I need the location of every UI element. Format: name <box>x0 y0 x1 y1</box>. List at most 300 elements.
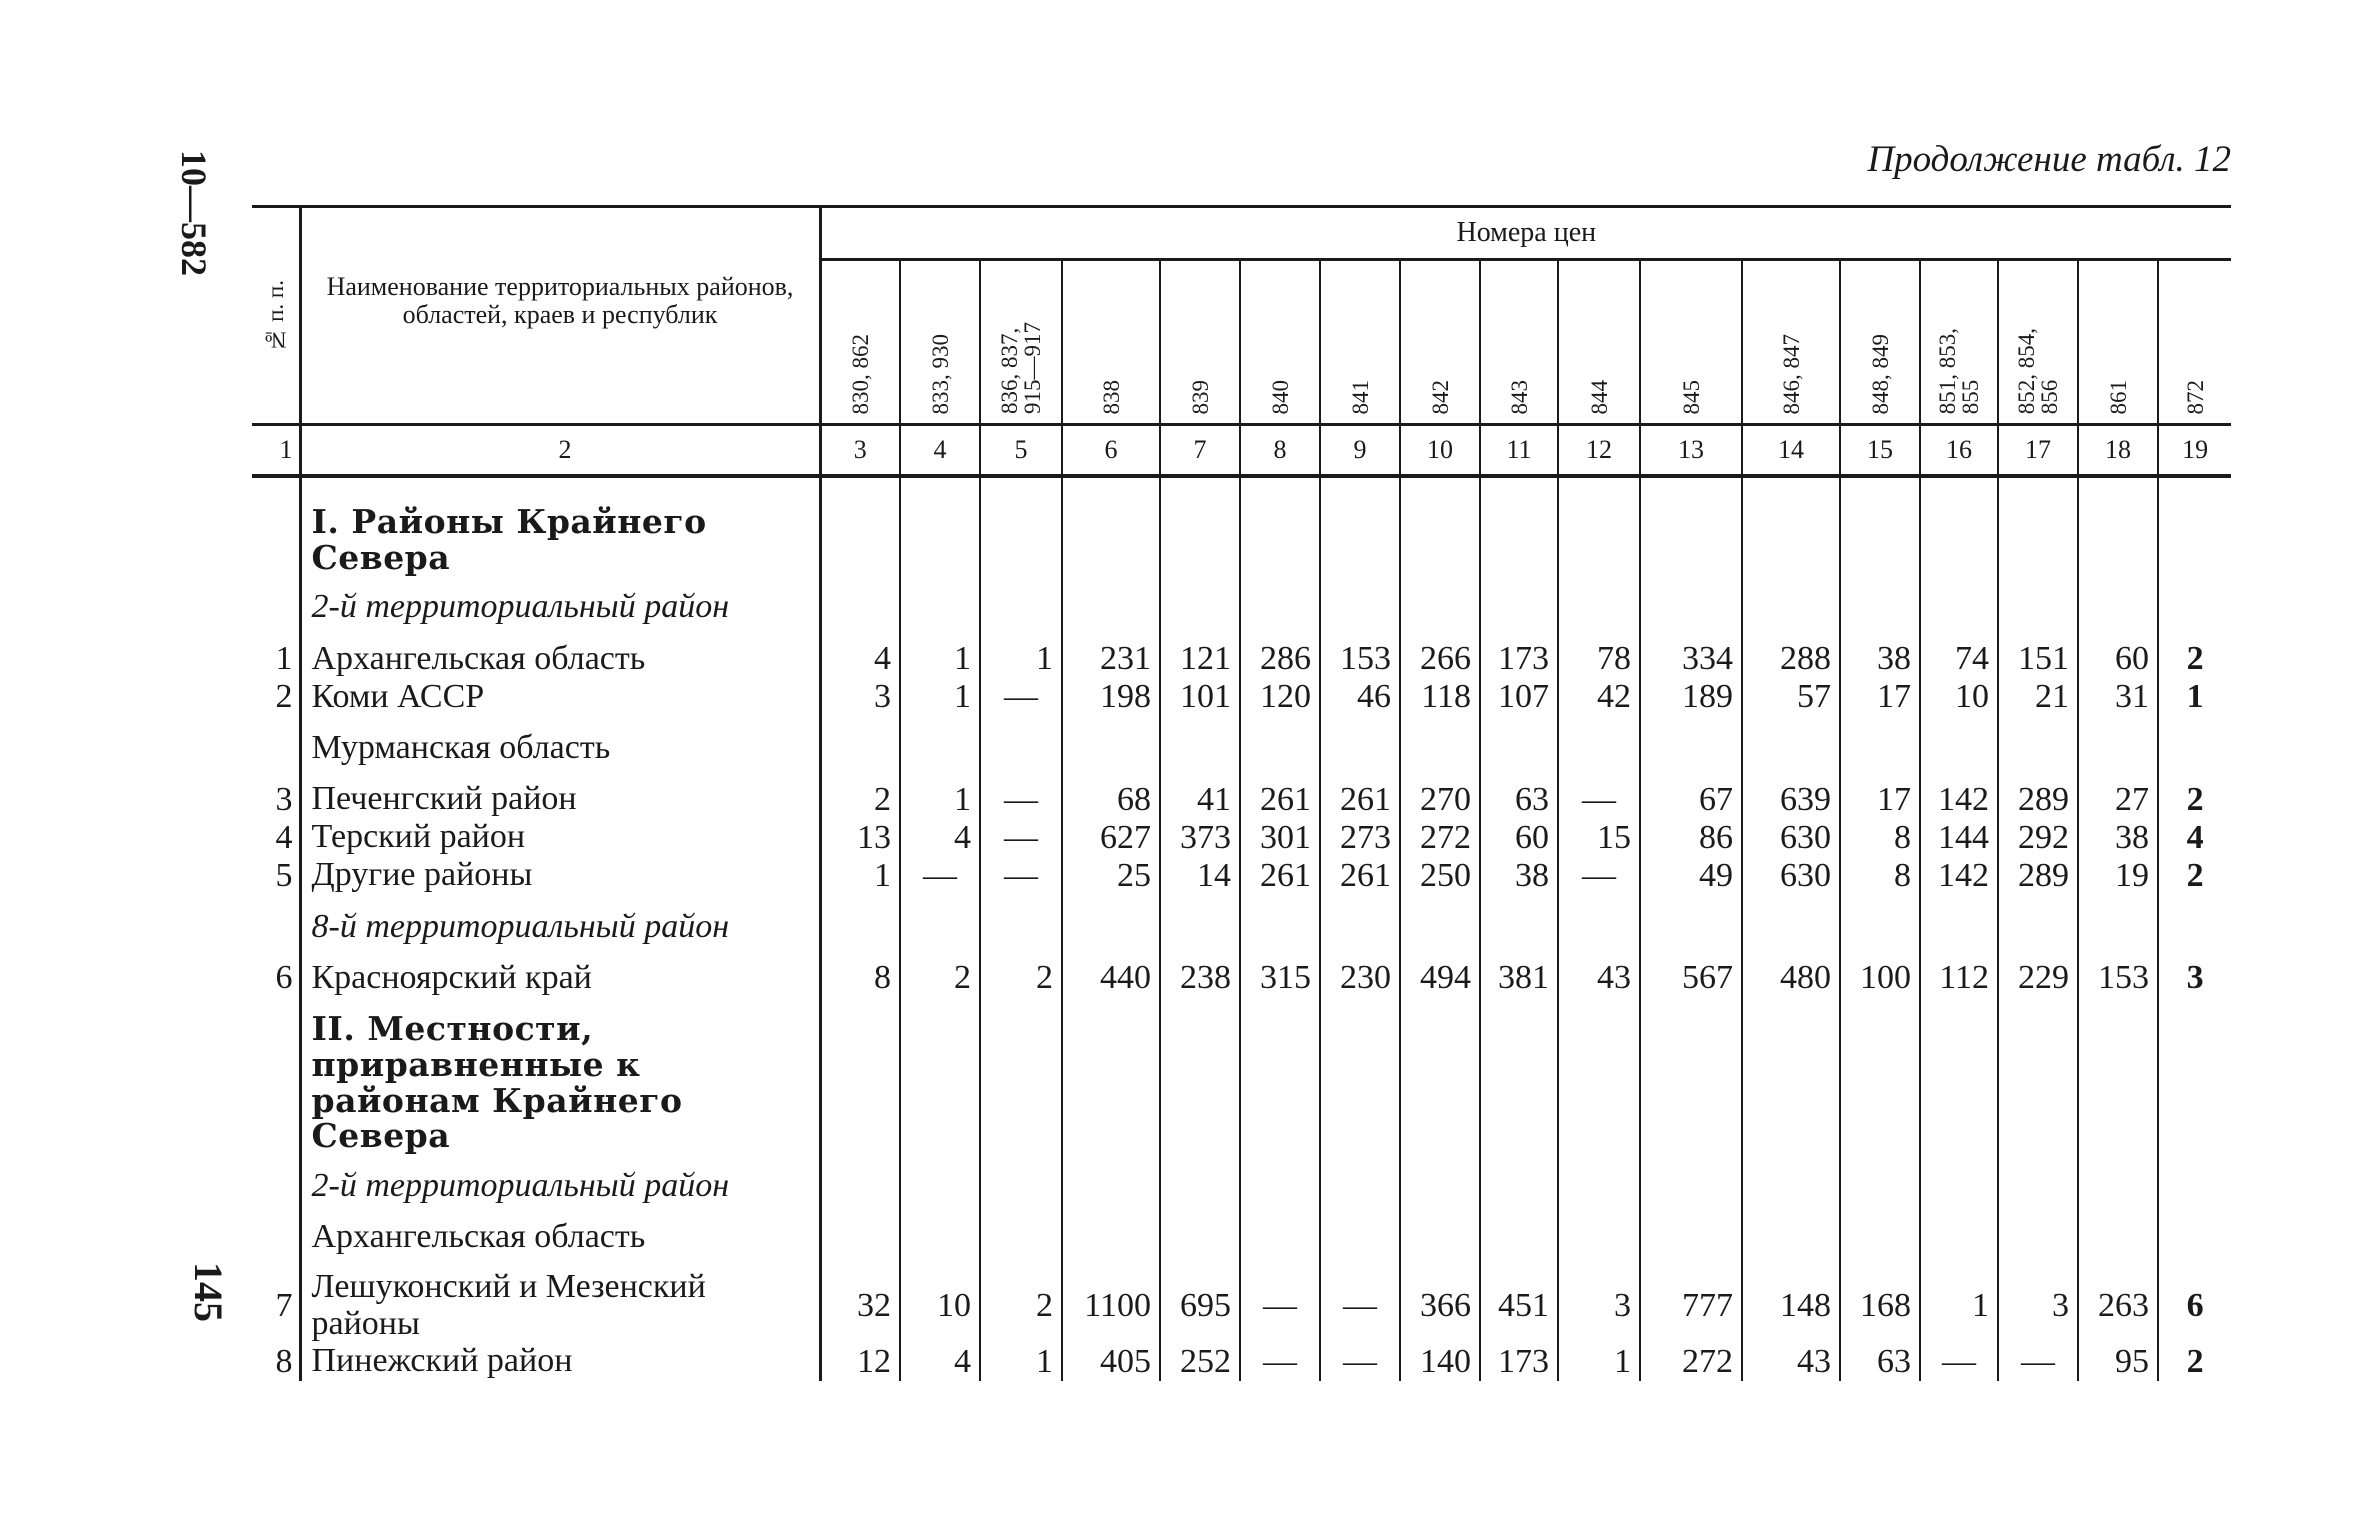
price-column-header-text: 861 <box>2105 379 2131 414</box>
district-name: Коми АССР <box>300 678 820 716</box>
territorial-district-heading: 8-й территориальный район <box>300 895 820 946</box>
price-value-cell: 289 <box>1998 767 2078 819</box>
price-value-cell: 32 <box>820 1255 900 1342</box>
price-column-header-text: 851, 853, 855 <box>1935 327 1983 414</box>
price-column-header-text: 846, 847 <box>1778 333 1804 414</box>
row-number: 8 <box>252 1343 300 1381</box>
price-column-header <box>1742 260 1840 425</box>
row-number: 4 <box>252 819 300 857</box>
price-value-cell: 17 <box>1840 678 1920 716</box>
price-value-cell <box>1742 716 1840 767</box>
price-value-cell: 1 <box>2186 677 2204 715</box>
price-value-cell <box>2078 716 2158 767</box>
price-value-cell: 1 <box>900 626 980 678</box>
price-value-cell: 3 <box>1558 1255 1640 1342</box>
price-value-cell <box>1998 575 2078 626</box>
price-value-cell: 1 <box>1558 1343 1640 1381</box>
price-value-cell: 19 <box>2078 857 2158 895</box>
price-value-cell <box>1558 1205 1640 1256</box>
row-number: 1 <box>252 626 300 678</box>
price-value-cell: 25 <box>1062 857 1160 895</box>
price-value-cell: 168 <box>1840 1255 1920 1342</box>
row-number <box>252 895 300 946</box>
price-value-cell: 263 <box>2078 1255 2158 1342</box>
price-value-cell: 8 <box>1840 819 1920 857</box>
price-value-cell: 270 <box>1400 767 1480 819</box>
price-value-cell: — <box>1558 767 1640 819</box>
price-value-cell <box>1160 575 1240 626</box>
table-heading-row <box>252 490 2231 575</box>
price-value-cell: 405 <box>1062 1343 1160 1381</box>
price-value-cell <box>1998 490 2078 575</box>
price-value-cell: 288 <box>1742 626 1840 678</box>
price-value-cell <box>1840 575 1920 626</box>
price-value-cell: 46 <box>1320 678 1400 716</box>
price-column-header <box>1840 260 1920 425</box>
price-value-cell: 373 <box>1160 819 1240 857</box>
price-value-cell <box>1240 716 1320 767</box>
price-value-cell: — <box>1240 1343 1320 1381</box>
row-number <box>252 575 300 626</box>
column-index-cell: 4 <box>900 425 980 477</box>
row-number <box>252 490 300 575</box>
price-value-cell <box>1742 490 1840 575</box>
price-value-cell <box>1558 997 1640 1154</box>
price-value-cell <box>1062 716 1160 767</box>
price-value-cell <box>2078 997 2158 1154</box>
price-value-cell <box>820 895 900 946</box>
price-value-cell <box>1160 895 1240 946</box>
district-name: Терский район <box>300 819 820 857</box>
price-value-cell: 4 <box>900 819 980 857</box>
price-value-cell <box>2158 1154 2231 1205</box>
price-value-cell: 1 <box>980 1343 1062 1381</box>
table-row <box>252 945 2231 997</box>
price-value-cell: 2 <box>980 945 1062 997</box>
price-column-header-text: 844 <box>1586 379 1612 414</box>
price-value-cell <box>1640 895 1742 946</box>
price-value-cell: 8 <box>1840 857 1920 895</box>
price-value-cell: 695 <box>1160 1255 1240 1342</box>
district-name: Архангельская область <box>300 626 820 678</box>
price-value-cell <box>820 997 900 1154</box>
price-value-cell <box>980 575 1062 626</box>
row-number <box>252 1205 300 1256</box>
price-value-cell <box>2078 1205 2158 1256</box>
column-index-cell: 1 <box>252 425 300 477</box>
row-number: 3 <box>252 767 300 819</box>
price-value-cell: 86 <box>1640 819 1742 857</box>
price-value-cell <box>1998 1154 2078 1205</box>
price-value-cell <box>1558 490 1640 575</box>
price-value-cell <box>1480 716 1558 767</box>
price-column-header <box>1160 260 1240 425</box>
price-value-cell <box>1480 895 1558 946</box>
price-value-cell <box>1062 1154 1160 1205</box>
price-value-cell: 38 <box>2078 819 2158 857</box>
price-value-cell <box>900 1205 980 1256</box>
price-column-header <box>2158 260 2231 425</box>
price-value-cell <box>1400 575 1480 626</box>
price-value-cell: 42 <box>1558 678 1640 716</box>
price-value-cell: — <box>980 767 1062 819</box>
price-column-header-text: 852, 854, 856 <box>2014 327 2062 414</box>
price-value-cell <box>1400 997 1480 1154</box>
price-value-cell: 189 <box>1640 678 1742 716</box>
row-number <box>252 997 300 1154</box>
price-value-cell: — <box>980 819 1062 857</box>
price-column-header-text: 843 <box>1506 379 1532 414</box>
price-value-cell: 12 <box>820 1343 900 1381</box>
table-heading-row <box>252 575 2231 626</box>
district-name: Другие районы <box>300 857 820 895</box>
column-index-cell: 13 <box>1640 425 1742 477</box>
price-value-cell: 63 <box>1840 1343 1920 1381</box>
price-value-cell: 2 <box>900 945 980 997</box>
price-column-header-text: 840 <box>1267 379 1293 414</box>
row-number <box>252 1154 300 1205</box>
price-value-cell <box>1558 1154 1640 1205</box>
territorial-district-heading: 2-й территориальный район <box>300 575 820 626</box>
price-value-cell <box>900 1154 980 1205</box>
table-heading-row <box>252 1154 2231 1205</box>
price-value-cell: 567 <box>1640 945 1742 997</box>
row-number: 2 <box>252 678 300 716</box>
column-index-cell: 17 <box>1998 425 2078 477</box>
table-continuation-caption: Продолжение табл. 12 <box>1867 139 2231 180</box>
price-value-cell: 2 <box>2186 780 2204 818</box>
row-number: 6 <box>252 945 300 997</box>
price-value-cell: — <box>900 857 980 895</box>
price-value-cell <box>1320 716 1400 767</box>
district-name: Пинежский район <box>300 1343 820 1381</box>
column-index-cell: 3 <box>820 425 900 477</box>
price-value-cell <box>2078 895 2158 946</box>
price-value-cell: 148 <box>1742 1255 1840 1342</box>
price-value-cell: — <box>1320 1343 1400 1381</box>
price-column-header <box>1480 260 1558 425</box>
price-value-cell <box>1160 1154 1240 1205</box>
price-value-cell: 67 <box>1640 767 1742 819</box>
price-value-cell <box>1400 716 1480 767</box>
price-value-cell <box>1640 716 1742 767</box>
price-value-cell <box>2158 490 2231 575</box>
row-number-header <box>252 207 300 425</box>
price-value-cell: 231 <box>1062 626 1160 678</box>
price-value-cell: 173 <box>1480 626 1558 678</box>
table-row <box>252 819 2231 857</box>
price-value-cell <box>1062 895 1160 946</box>
price-value-cell: — <box>1240 1255 1320 1342</box>
price-value-cell <box>1640 575 1742 626</box>
price-value-cell <box>1742 997 1840 1154</box>
price-value-cell <box>1400 1205 1480 1256</box>
price-column-header <box>900 260 980 425</box>
price-value-cell <box>980 895 1062 946</box>
price-column-header-text: 841 <box>1347 379 1373 414</box>
price-value-cell <box>980 716 1062 767</box>
price-value-cell: 289 <box>1998 857 2078 895</box>
margin-code: 10—582 <box>174 150 214 276</box>
price-value-cell: 238 <box>1160 945 1240 997</box>
price-value-cell <box>900 575 980 626</box>
price-value-cell <box>1640 490 1742 575</box>
price-value-cell <box>2158 716 2231 767</box>
price-value-cell: 1 <box>1920 1255 1998 1342</box>
region-group-heading: Архангельская область <box>300 1205 820 1256</box>
district-name: Печенгский район <box>300 767 820 819</box>
price-value-cell: 2 <box>980 1255 1062 1342</box>
price-value-cell: 2 <box>2186 1342 2204 1380</box>
price-value-cell <box>1240 997 1320 1154</box>
price-value-cell: 2 <box>820 767 900 819</box>
price-value-cell <box>1480 1154 1558 1205</box>
price-value-cell <box>1240 1205 1320 1256</box>
price-value-cell: — <box>1998 1343 2078 1381</box>
price-value-cell: 10 <box>900 1255 980 1342</box>
price-value-cell: 153 <box>2078 945 2158 997</box>
price-value-cell: 10 <box>1920 678 1998 716</box>
price-value-cell <box>900 895 980 946</box>
price-value-cell: 95 <box>2078 1343 2158 1381</box>
price-value-cell <box>2078 1154 2158 1205</box>
district-name-header-text: Наименование территориальных районов, областей, краев и республик <box>326 272 794 329</box>
price-value-cell: 286 <box>1240 626 1320 678</box>
price-value-cell: 43 <box>1742 1343 1840 1381</box>
region-group-heading: Мурманская область <box>300 716 820 767</box>
row-number <box>252 716 300 767</box>
price-value-cell: — <box>980 857 1062 895</box>
price-value-cell <box>1998 716 2078 767</box>
price-value-cell: 43 <box>1558 945 1640 997</box>
price-value-cell <box>1320 575 1400 626</box>
price-value-cell: — <box>980 678 1062 716</box>
price-value-cell <box>1062 575 1160 626</box>
price-value-cell <box>1240 895 1320 946</box>
column-index-cell: 9 <box>1320 425 1400 477</box>
price-value-cell <box>900 716 980 767</box>
price-value-cell <box>820 1205 900 1256</box>
district-name-header <box>300 207 820 425</box>
price-value-cell <box>1998 997 2078 1154</box>
price-value-cell: 2 <box>2186 856 2204 894</box>
price-value-cell <box>980 490 1062 575</box>
price-value-cell <box>1840 1154 1920 1205</box>
price-value-cell: 118 <box>1400 678 1480 716</box>
price-value-cell <box>1480 997 1558 1154</box>
price-value-cell: — <box>1920 1343 1998 1381</box>
price-value-cell: 266 <box>1400 626 1480 678</box>
table-heading-row <box>252 716 2231 767</box>
price-value-cell: 230 <box>1320 945 1400 997</box>
price-value-cell: 451 <box>1480 1255 1558 1342</box>
price-value-cell: 261 <box>1320 857 1400 895</box>
price-value-cell <box>1640 997 1742 1154</box>
price-column-header-text: 833, 930 <box>927 333 953 414</box>
price-value-cell <box>1840 716 1920 767</box>
price-value-cell: 630 <box>1742 857 1840 895</box>
table-row <box>252 1343 2231 1381</box>
price-value-cell: 120 <box>1240 678 1320 716</box>
price-value-cell: 63 <box>1480 767 1558 819</box>
price-value-cell <box>2158 997 2231 1154</box>
price-column-header <box>1062 260 1160 425</box>
column-index-cell: 19 <box>2158 425 2231 477</box>
section-heading: II. Местности, приравненные к районам Крайнего Севера <box>300 997 820 1154</box>
price-value-cell <box>1480 575 1558 626</box>
price-value-cell <box>820 575 900 626</box>
price-value-cell <box>1840 490 1920 575</box>
price-value-cell: 8 <box>820 945 900 997</box>
price-column-header <box>2078 260 2158 425</box>
price-value-cell: 173 <box>1480 1343 1558 1381</box>
table-row <box>252 678 2231 716</box>
price-column-header <box>820 260 900 425</box>
price-value-cell: 21 <box>1998 678 2078 716</box>
price-value-cell <box>1742 1154 1840 1205</box>
price-numbers-group-header: Номера цен <box>820 207 2231 260</box>
price-value-cell: 1 <box>900 678 980 716</box>
price-value-cell: 366 <box>1400 1255 1480 1342</box>
price-column-header <box>1558 260 1640 425</box>
price-value-cell <box>980 997 1062 1154</box>
price-value-cell: 627 <box>1062 819 1160 857</box>
price-value-cell <box>1920 1205 1998 1256</box>
table-row <box>252 857 2231 895</box>
price-value-cell: 6 <box>2186 1287 2204 1325</box>
column-index-cell: 16 <box>1920 425 1998 477</box>
territorial-district-heading: 2-й территориальный район <box>300 1154 820 1205</box>
price-value-cell: 250 <box>1400 857 1480 895</box>
price-value-cell <box>1160 1205 1240 1256</box>
price-value-cell <box>820 716 900 767</box>
price-column-header <box>1998 260 2078 425</box>
price-value-cell <box>1920 575 1998 626</box>
price-value-cell: 57 <box>1742 678 1840 716</box>
price-value-cell <box>2158 1205 2231 1256</box>
price-value-cell <box>1742 1205 1840 1256</box>
price-value-cell <box>1558 716 1640 767</box>
price-value-cell <box>1400 1154 1480 1205</box>
price-value-cell: 60 <box>1480 819 1558 857</box>
price-value-cell: 74 <box>1920 626 1998 678</box>
price-column-header-text: 830, 862 <box>847 333 873 414</box>
price-value-cell: 301 <box>1240 819 1320 857</box>
table-heading-row <box>252 895 2231 946</box>
price-value-cell: 630 <box>1742 819 1840 857</box>
price-value-cell: 4 <box>820 626 900 678</box>
price-value-cell <box>1920 716 1998 767</box>
table-row <box>252 767 2231 819</box>
price-value-cell: 440 <box>1062 945 1160 997</box>
price-value-cell <box>1320 1205 1400 1256</box>
price-value-cell: 3 <box>1998 1255 2078 1342</box>
price-value-cell: 273 <box>1320 819 1400 857</box>
price-value-cell: 78 <box>1558 626 1640 678</box>
price-column-header-text: 845 <box>1678 379 1704 414</box>
price-value-cell <box>1320 997 1400 1154</box>
price-value-cell <box>820 1154 900 1205</box>
price-value-cell <box>1400 895 1480 946</box>
price-value-cell: 38 <box>1840 626 1920 678</box>
price-value-cell: 261 <box>1240 767 1320 819</box>
price-value-cell <box>1742 575 1840 626</box>
column-index-cell: 8 <box>1240 425 1320 477</box>
column-index-cell: 15 <box>1840 425 1920 477</box>
price-value-cell <box>1640 1154 1742 1205</box>
price-column-header <box>1920 260 1998 425</box>
price-value-cell <box>1840 895 1920 946</box>
column-index-cell: 10 <box>1400 425 1480 477</box>
table-row <box>252 626 2231 678</box>
price-value-cell: 229 <box>1998 945 2078 997</box>
price-value-cell: 381 <box>1480 945 1558 997</box>
price-value-cell: 334 <box>1640 626 1742 678</box>
price-value-cell: 272 <box>1640 1343 1742 1381</box>
price-value-cell: 4 <box>2186 818 2204 856</box>
price-value-cell: 252 <box>1160 1343 1240 1381</box>
price-value-cell: 31 <box>2078 678 2158 716</box>
price-value-cell: 27 <box>2078 767 2158 819</box>
price-value-cell <box>1558 575 1640 626</box>
price-value-cell: 1 <box>820 857 900 895</box>
price-column-header <box>1320 260 1400 425</box>
price-column-header <box>1240 260 1320 425</box>
price-value-cell <box>900 997 980 1154</box>
price-value-cell: 1100 <box>1062 1255 1160 1342</box>
price-value-cell: 292 <box>1998 819 2078 857</box>
price-value-cell: 272 <box>1400 819 1480 857</box>
price-value-cell: 1 <box>900 767 980 819</box>
table-heading-row <box>252 1205 2231 1256</box>
price-value-cell: 1 <box>980 626 1062 678</box>
price-value-cell <box>1742 895 1840 946</box>
column-index-cell: 14 <box>1742 425 1840 477</box>
price-value-cell <box>1998 1205 2078 1256</box>
price-value-cell <box>1640 1205 1742 1256</box>
price-value-cell <box>1558 895 1640 946</box>
price-value-cell: 100 <box>1840 945 1920 997</box>
row-number: 5 <box>252 857 300 895</box>
price-value-cell <box>1320 1154 1400 1205</box>
district-name: Красноярский край <box>300 945 820 997</box>
column-index-cell: 18 <box>2078 425 2158 477</box>
price-value-cell: 3 <box>820 678 900 716</box>
price-value-cell: 112 <box>1920 945 1998 997</box>
price-value-cell: 60 <box>2078 626 2158 678</box>
column-index-row <box>252 425 2231 477</box>
price-value-cell <box>1400 490 1480 575</box>
price-value-cell <box>1062 997 1160 1154</box>
row-number-header-text: № п. п. <box>262 279 288 353</box>
column-index-cell: 6 <box>1062 425 1160 477</box>
price-value-cell <box>820 490 900 575</box>
price-column-header-text: 839 <box>1187 379 1213 414</box>
price-value-cell: 777 <box>1640 1255 1742 1342</box>
price-table <box>252 205 2231 1381</box>
price-value-cell: 38 <box>1480 857 1558 895</box>
price-value-cell: 639 <box>1742 767 1840 819</box>
price-value-cell: 41 <box>1160 767 1240 819</box>
price-value-cell <box>1320 895 1400 946</box>
column-index-cell: 5 <box>980 425 1062 477</box>
price-value-cell <box>980 1205 1062 1256</box>
price-value-cell: 261 <box>1320 767 1400 819</box>
price-value-cell <box>1840 1205 1920 1256</box>
column-index-cell: 7 <box>1160 425 1240 477</box>
price-value-cell: 198 <box>1062 678 1160 716</box>
price-value-cell: 101 <box>1160 678 1240 716</box>
